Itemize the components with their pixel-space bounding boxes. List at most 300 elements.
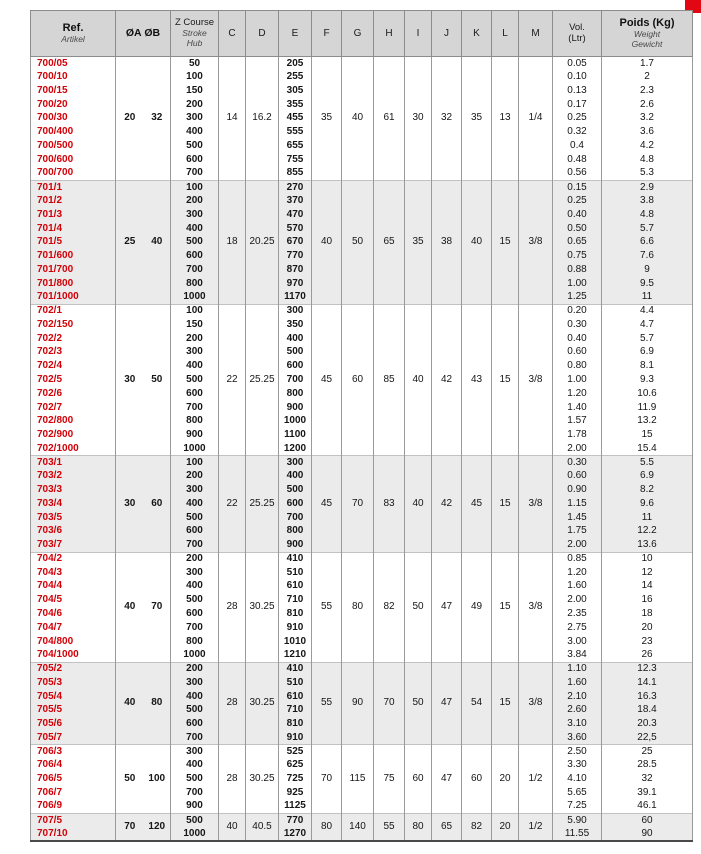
dim-e-cell: 1125: [279, 800, 312, 814]
dim-f-cell: 55: [312, 662, 342, 745]
diameter-header: [116, 11, 171, 57]
dim-h-cell: 82: [374, 552, 405, 662]
ref-cell: 702/1000: [31, 442, 116, 456]
weight-cell: 6.6: [602, 235, 693, 249]
diameter-a-label: ØA: [125, 27, 142, 40]
table-row: [31, 456, 693, 470]
weight-cell: 11: [602, 511, 693, 525]
weight-cell: 28.5: [602, 759, 693, 773]
dim-i-cell: 30: [405, 57, 432, 181]
dim-m-cell: 1/2: [519, 814, 553, 842]
dim-header-g: G: [342, 11, 374, 57]
stroke-header-line2: Stroke: [182, 28, 207, 39]
dim-g-cell: 50: [342, 180, 374, 304]
volume-cell: 0.30: [553, 318, 602, 332]
volume-cell: 0.56: [553, 167, 602, 181]
dim-h-cell: 65: [374, 180, 405, 304]
stroke-cell: 300: [171, 208, 219, 222]
weight-cell: 13.2: [602, 414, 693, 428]
dim-f-cell: 70: [312, 745, 342, 814]
stroke-cell: 500: [171, 593, 219, 607]
volume-header: [553, 11, 602, 57]
volume-cell: 0.30: [553, 456, 602, 470]
volume-cell: 0.25: [553, 112, 602, 126]
ref-cell: 706/7: [31, 786, 116, 800]
dim-e-cell: 370: [279, 194, 312, 208]
dim-header-l: L: [492, 11, 519, 57]
dim-e-cell: 755: [279, 153, 312, 167]
stroke-header: [171, 11, 219, 57]
ref-cell: 705/6: [31, 717, 116, 731]
dim-e-cell: 1000: [279, 414, 312, 428]
volume-cell: 2.75: [553, 621, 602, 635]
weight-cell: 22,5: [602, 731, 693, 745]
dim-e-cell: 910: [279, 731, 312, 745]
volume-cell: 5.90: [553, 814, 602, 828]
dim-c-cell: 28: [219, 745, 246, 814]
volume-cell: 0.15: [553, 180, 602, 194]
weight-cell: 7.6: [602, 249, 693, 263]
weight-cell: 60: [602, 814, 693, 828]
dim-k-cell: 45: [462, 456, 492, 552]
stroke-cell: 500: [171, 373, 219, 387]
diameter-b-cell: 100: [144, 745, 171, 814]
ref-cell: 700/05: [31, 57, 116, 71]
weight-cell: 5.5: [602, 456, 693, 470]
ref-cell: 706/3: [31, 745, 116, 759]
stroke-cell: 200: [171, 332, 219, 346]
volume-cell: 2.35: [553, 607, 602, 621]
weight-cell: 3.2: [602, 112, 693, 126]
dim-e-cell: 270: [279, 180, 312, 194]
ref-cell: 703/4: [31, 497, 116, 511]
diameter-b-cell: 120: [144, 814, 171, 842]
ref-cell: 703/2: [31, 469, 116, 483]
ref-cell: 700/500: [31, 139, 116, 153]
weight-cell: 5.7: [602, 332, 693, 346]
table-row: [31, 662, 693, 676]
dim-e-cell: 355: [279, 98, 312, 112]
ref-cell: 704/800: [31, 635, 116, 649]
volume-cell: 0.60: [553, 469, 602, 483]
dim-e-cell: 400: [279, 469, 312, 483]
ref-cell: 700/30: [31, 112, 116, 126]
stroke-cell: 300: [171, 346, 219, 360]
weight-cell: 32: [602, 772, 693, 786]
weight-cell: 9.6: [602, 497, 693, 511]
dim-e-cell: 910: [279, 621, 312, 635]
ref-header: [31, 11, 116, 57]
volume-cell: 1.20: [553, 566, 602, 580]
weight-cell: 11: [602, 291, 693, 305]
stroke-cell: 500: [171, 139, 219, 153]
volume-cell: 1.57: [553, 414, 602, 428]
dim-e-cell: 855: [279, 167, 312, 181]
volume-header-line1: Vol.: [569, 21, 585, 33]
volume-cell: 1.60: [553, 676, 602, 690]
stroke-cell: 700: [171, 167, 219, 181]
dim-j-cell: 65: [432, 814, 462, 842]
dim-e-cell: 400: [279, 332, 312, 346]
stroke-cell: 700: [171, 731, 219, 745]
table-row: [31, 180, 693, 194]
diameter-b-cell: 40: [144, 180, 171, 304]
ref-cell: 706/5: [31, 772, 116, 786]
stroke-cell: 200: [171, 662, 219, 676]
volume-cell: 0.05: [553, 57, 602, 71]
spec-table: [30, 10, 693, 842]
dim-e-cell: 305: [279, 84, 312, 98]
dim-e-cell: 670: [279, 235, 312, 249]
ref-cell: 704/1000: [31, 648, 116, 662]
ref-cell: 701/4: [31, 222, 116, 236]
ref-cell: 702/2: [31, 332, 116, 346]
volume-cell: 2.60: [553, 703, 602, 717]
dim-i-cell: 60: [405, 745, 432, 814]
dim-l-cell: 15: [492, 456, 519, 552]
dim-g-cell: 90: [342, 662, 374, 745]
volume-cell: 0.80: [553, 359, 602, 373]
volume-cell: 1.25: [553, 291, 602, 305]
dim-g-cell: 80: [342, 552, 374, 662]
ref-cell: 705/3: [31, 676, 116, 690]
weight-cell: 23: [602, 635, 693, 649]
diameter-b-cell: 50: [144, 304, 171, 455]
ref-cell: 700/600: [31, 153, 116, 167]
diameter-a-cell: 70: [116, 814, 144, 842]
weight-cell: 18.4: [602, 703, 693, 717]
weight-cell: 26: [602, 648, 693, 662]
stroke-cell: 100: [171, 180, 219, 194]
weight-cell: 12.3: [602, 662, 693, 676]
ref-cell: 702/3: [31, 346, 116, 360]
ref-cell: 702/800: [31, 414, 116, 428]
volume-cell: 0.90: [553, 483, 602, 497]
dim-e-cell: 300: [279, 304, 312, 318]
stroke-cell: 400: [171, 125, 219, 139]
stroke-cell: 400: [171, 359, 219, 373]
ref-cell: 700/10: [31, 70, 116, 84]
ref-cell: 703/6: [31, 525, 116, 539]
ref-cell: 704/3: [31, 566, 116, 580]
weight-cell: 8.1: [602, 359, 693, 373]
dim-f-cell: 45: [312, 456, 342, 552]
volume-cell: 3.30: [553, 759, 602, 773]
dim-m-cell: 1/2: [519, 745, 553, 814]
dim-d-cell: 40.5: [246, 814, 279, 842]
weight-cell: 20: [602, 621, 693, 635]
dim-k-cell: 54: [462, 662, 492, 745]
dim-e-cell: 810: [279, 717, 312, 731]
dim-e-cell: 625: [279, 759, 312, 773]
volume-cell: 5.65: [553, 786, 602, 800]
volume-cell: 0.32: [553, 125, 602, 139]
dim-i-cell: 40: [405, 456, 432, 552]
dim-e-cell: 300: [279, 456, 312, 470]
dim-d-cell: 30.25: [246, 662, 279, 745]
dim-header-c: C: [219, 11, 246, 57]
dim-m-cell: 3/8: [519, 304, 553, 455]
weight-cell: 20.3: [602, 717, 693, 731]
ref-cell: 707/5: [31, 814, 116, 828]
dim-l-cell: 20: [492, 745, 519, 814]
dim-c-cell: 40: [219, 814, 246, 842]
dim-j-cell: 47: [432, 552, 462, 662]
volume-cell: 3.00: [553, 635, 602, 649]
volume-cell: 0.65: [553, 235, 602, 249]
stroke-cell: 200: [171, 194, 219, 208]
volume-cell: 1.45: [553, 511, 602, 525]
diameter-b-cell: 60: [144, 456, 171, 552]
ref-cell: 704/6: [31, 607, 116, 621]
dim-k-cell: 82: [462, 814, 492, 842]
dim-m-cell: 3/8: [519, 456, 553, 552]
dim-f-cell: 40: [312, 180, 342, 304]
weight-cell: 46.1: [602, 800, 693, 814]
stroke-cell: 600: [171, 387, 219, 401]
dim-j-cell: 42: [432, 304, 462, 455]
dim-i-cell: 80: [405, 814, 432, 842]
ref-cell: 701/1000: [31, 291, 116, 305]
ref-cell: 700/15: [31, 84, 116, 98]
weight-cell: 12.2: [602, 525, 693, 539]
dim-e-cell: 1170: [279, 291, 312, 305]
dim-d-cell: 16.2: [246, 57, 279, 181]
stroke-cell: 150: [171, 318, 219, 332]
dim-c-cell: 28: [219, 552, 246, 662]
ref-cell: 705/7: [31, 731, 116, 745]
weight-cell: 4.8: [602, 208, 693, 222]
weight-cell: 15.4: [602, 442, 693, 456]
dim-e-cell: 725: [279, 772, 312, 786]
stroke-cell: 800: [171, 635, 219, 649]
dim-e-cell: 1210: [279, 648, 312, 662]
stroke-cell: 600: [171, 717, 219, 731]
dim-e-cell: 255: [279, 70, 312, 84]
ref-cell: 702/6: [31, 387, 116, 401]
table-row: [31, 57, 693, 71]
weight-cell: 4.4: [602, 304, 693, 318]
dim-k-cell: 35: [462, 57, 492, 181]
weight-cell: 16: [602, 593, 693, 607]
stroke-cell: 700: [171, 621, 219, 635]
volume-cell: 1.60: [553, 580, 602, 594]
dim-l-cell: 15: [492, 662, 519, 745]
volume-cell: 0.40: [553, 332, 602, 346]
ref-cell: 700/20: [31, 98, 116, 112]
diameter-a-cell: 30: [116, 304, 144, 455]
volume-cell: 0.85: [553, 552, 602, 566]
volume-header-line2: (Ltr): [568, 32, 586, 44]
weight-cell: 4.7: [602, 318, 693, 332]
dim-e-cell: 870: [279, 263, 312, 277]
dim-j-cell: 42: [432, 456, 462, 552]
dim-e-cell: 710: [279, 593, 312, 607]
dim-j-cell: 47: [432, 745, 462, 814]
ref-cell: 704/7: [31, 621, 116, 635]
dim-f-cell: 35: [312, 57, 342, 181]
dim-h-cell: 83: [374, 456, 405, 552]
dim-e-cell: 700: [279, 511, 312, 525]
dim-header-i: I: [405, 11, 432, 57]
weight-cell: 1.7: [602, 57, 693, 71]
volume-cell: 0.88: [553, 263, 602, 277]
dim-h-cell: 70: [374, 662, 405, 745]
header-row: [31, 11, 693, 57]
stroke-cell: 600: [171, 249, 219, 263]
dim-header-k: K: [462, 11, 492, 57]
dim-d-cell: 30.25: [246, 552, 279, 662]
dim-e-cell: 810: [279, 607, 312, 621]
stroke-cell: 100: [171, 304, 219, 318]
stroke-cell: 900: [171, 428, 219, 442]
dim-h-cell: 85: [374, 304, 405, 455]
ref-cell: 702/4: [31, 359, 116, 373]
stroke-cell: 600: [171, 153, 219, 167]
dim-l-cell: 15: [492, 180, 519, 304]
weight-cell: 4.8: [602, 153, 693, 167]
dim-e-cell: 900: [279, 538, 312, 552]
dim-i-cell: 40: [405, 304, 432, 455]
ref-cell: 704/4: [31, 580, 116, 594]
stroke-cell: 1000: [171, 648, 219, 662]
stroke-cell: 400: [171, 580, 219, 594]
volume-cell: 1.20: [553, 387, 602, 401]
dim-i-cell: 50: [405, 552, 432, 662]
stroke-cell: 500: [171, 703, 219, 717]
volume-cell: 0.60: [553, 346, 602, 360]
dim-f-cell: 55: [312, 552, 342, 662]
dim-c-cell: 22: [219, 304, 246, 455]
stroke-cell: 400: [171, 690, 219, 704]
volume-cell: 1.15: [553, 497, 602, 511]
volume-cell: 11.55: [553, 827, 602, 841]
weight-cell: 25: [602, 745, 693, 759]
weight-header-line2: Weight: [633, 29, 661, 40]
dim-l-cell: 15: [492, 552, 519, 662]
stroke-cell: 300: [171, 745, 219, 759]
stroke-cell: 300: [171, 112, 219, 126]
volume-cell: 2.50: [553, 745, 602, 759]
dim-e-cell: 925: [279, 786, 312, 800]
stroke-cell: 1000: [171, 442, 219, 456]
stroke-cell: 200: [171, 552, 219, 566]
weight-cell: 5.3: [602, 167, 693, 181]
dim-j-cell: 47: [432, 662, 462, 745]
dim-e-cell: 410: [279, 662, 312, 676]
dim-h-cell: 75: [374, 745, 405, 814]
stroke-cell: 1000: [171, 827, 219, 841]
weight-cell: 11.9: [602, 401, 693, 415]
dim-m-cell: 3/8: [519, 662, 553, 745]
dim-k-cell: 60: [462, 745, 492, 814]
table-header: [31, 11, 693, 57]
weight-header-line3: Gewicht: [631, 38, 663, 49]
ref-cell: 704/5: [31, 593, 116, 607]
stroke-cell: 500: [171, 772, 219, 786]
ref-cell: 702/5: [31, 373, 116, 387]
ref-cell: 703/3: [31, 483, 116, 497]
table-body: [31, 57, 693, 842]
table-row: [31, 552, 693, 566]
diameter-b-cell: 70: [144, 552, 171, 662]
stroke-cell: 150: [171, 84, 219, 98]
dim-header-h: H: [374, 11, 405, 57]
dim-e-cell: 205: [279, 57, 312, 71]
stroke-cell: 500: [171, 814, 219, 828]
volume-cell: 1.10: [553, 662, 602, 676]
ref-cell: 700/400: [31, 125, 116, 139]
dim-i-cell: 35: [405, 180, 432, 304]
ref-cell: 701/2: [31, 194, 116, 208]
weight-cell: 10: [602, 552, 693, 566]
stroke-cell: 700: [171, 263, 219, 277]
diameter-a-cell: 40: [116, 662, 144, 745]
volume-cell: 0.25: [553, 194, 602, 208]
dim-h-cell: 55: [374, 814, 405, 842]
dim-header-f: F: [312, 11, 342, 57]
volume-cell: 1.75: [553, 525, 602, 539]
dim-m-cell: 1/4: [519, 57, 553, 181]
stroke-cell: 300: [171, 483, 219, 497]
ref-cell: 702/150: [31, 318, 116, 332]
volume-cell: 7.25: [553, 800, 602, 814]
weight-cell: 2: [602, 70, 693, 84]
weight-cell: 9.3: [602, 373, 693, 387]
ref-cell: 701/800: [31, 277, 116, 291]
dim-m-cell: 3/8: [519, 180, 553, 304]
volume-cell: 1.00: [553, 277, 602, 291]
dim-e-cell: 610: [279, 690, 312, 704]
dim-e-cell: 1270: [279, 827, 312, 841]
stroke-cell: 500: [171, 511, 219, 525]
weight-cell: 9.5: [602, 277, 693, 291]
weight-cell: 5.7: [602, 222, 693, 236]
diameter-b-label: ØB: [144, 27, 161, 40]
weight-header-line1: Poids (Kg): [619, 17, 675, 30]
dim-e-cell: 900: [279, 401, 312, 415]
stroke-cell: 700: [171, 538, 219, 552]
weight-cell: 6.9: [602, 346, 693, 360]
dim-m-cell: 3/8: [519, 552, 553, 662]
dim-e-cell: 555: [279, 125, 312, 139]
volume-cell: 0.13: [553, 84, 602, 98]
dim-k-cell: 49: [462, 552, 492, 662]
volume-cell: 0.75: [553, 249, 602, 263]
stroke-cell: 100: [171, 456, 219, 470]
volume-cell: 2.00: [553, 593, 602, 607]
dim-header-d: D: [246, 11, 279, 57]
dim-e-cell: 455: [279, 112, 312, 126]
dim-l-cell: 13: [492, 57, 519, 181]
dim-e-cell: 970: [279, 277, 312, 291]
dim-e-cell: 500: [279, 346, 312, 360]
dim-c-cell: 14: [219, 57, 246, 181]
ref-cell: 707/10: [31, 827, 116, 841]
ref-cell: 702/1: [31, 304, 116, 318]
stroke-cell: 200: [171, 469, 219, 483]
dim-e-cell: 525: [279, 745, 312, 759]
volume-cell: 0.50: [553, 222, 602, 236]
dim-d-cell: 25.25: [246, 456, 279, 552]
volume-cell: 2.10: [553, 690, 602, 704]
ref-cell: 705/5: [31, 703, 116, 717]
weight-cell: 90: [602, 827, 693, 841]
weight-cell: 9: [602, 263, 693, 277]
ref-cell: 703/5: [31, 511, 116, 525]
dim-f-cell: 45: [312, 304, 342, 455]
weight-cell: 2.9: [602, 180, 693, 194]
